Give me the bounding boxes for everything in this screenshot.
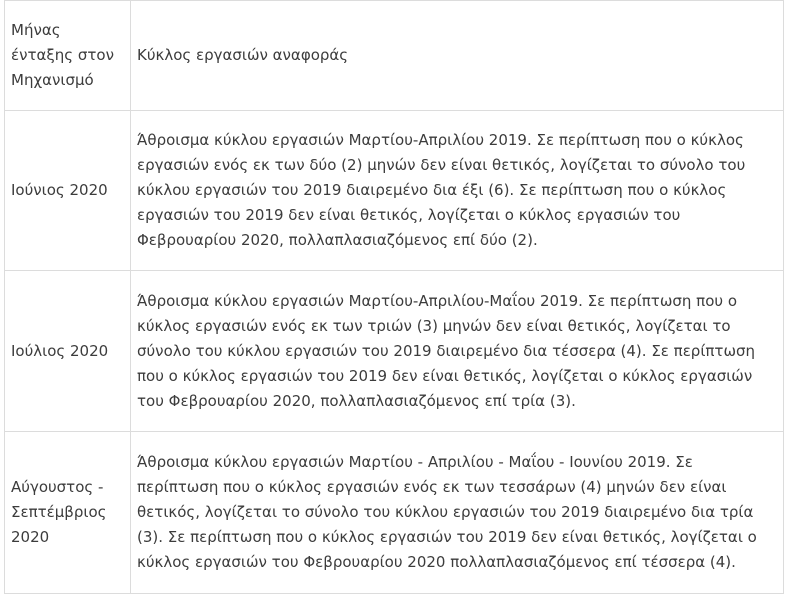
- table-row: [5, 432, 784, 594]
- reference-turnover-table: [4, 0, 784, 594]
- turnover-cell: Άθροισμα κύκλου εργασιών Μαρτίου-Απριλίου-Μαΐου 2019. Σε περίπτωση που ο κύκλος εργασιών ενός εκ των τριών (3) μηνών δεν είναι θετικός, λογίζεται το σύνολο του κύκλου εργασιών του 2019 διαιρεμένο δια τέσσερα (4). Σε περίπτωση που ο κύκλος εργασιών του 2019 δεν είναι θετικός, λογίζεται ο κύκλος εργασιών του Φεβρουαρίου 2020, πολλαπλασιαζόμενος επί τρία (3).: [131, 271, 784, 432]
- turnover-cell: Άθροισμα κύκλου εργασιών Μαρτίου - Απριλίου - Μαΐου - Ιουνίου 2019. Σε περίπτωση που ο κύκλος εργασιών ενός εκ των τεσσάρων (4) μηνών δεν είναι θετικός, λογίζεται το σύνολο του κύκλου εργασιών του 2019 διαιρεμένο δια τρία (3). Σε περίπτωση που ο κύκλος εργασιών του 2019 δεν είναι θετικός, λογίζεται ο κύκλος εργασιών του Φεβρουαρίου 2020 πολλαπλασιαζόμενος επί τέσσερα (4).: [131, 432, 784, 594]
- header-turnover-cell: Κύκλος εργασιών αναφοράς: [131, 1, 784, 111]
- month-cell: Ιούνιος 2020: [5, 111, 131, 271]
- table-row: [5, 271, 784, 432]
- turnover-cell: Άθροισμα κύκλου εργασιών Μαρτίου-Απριλίου 2019. Σε περίπτωση που ο κύκλος εργασιών ενός εκ των δύο (2) μηνών δεν είναι θετικός, λογίζεται το σύνολο του κύκλου εργασιών του 2019 διαιρεμένο δια έξι (6). Σε περίπτωση που ο κύκλος εργασιών του 2019 δεν είναι θετικός, λογίζεται ο κύκλος εργασιών του Φεβρουαρίου 2020, πολλαπλασιαζόμενος επί δύο (2).: [131, 111, 784, 271]
- table-header-row: [5, 1, 784, 111]
- month-cell: Ιούλιος 2020: [5, 271, 131, 432]
- month-cell: Αύγουστος - Σεπτέμβριος 2020: [5, 432, 131, 594]
- table-row: [5, 111, 784, 271]
- header-month-cell: Μήνας ένταξης στον Μηχανισμό: [5, 1, 131, 111]
